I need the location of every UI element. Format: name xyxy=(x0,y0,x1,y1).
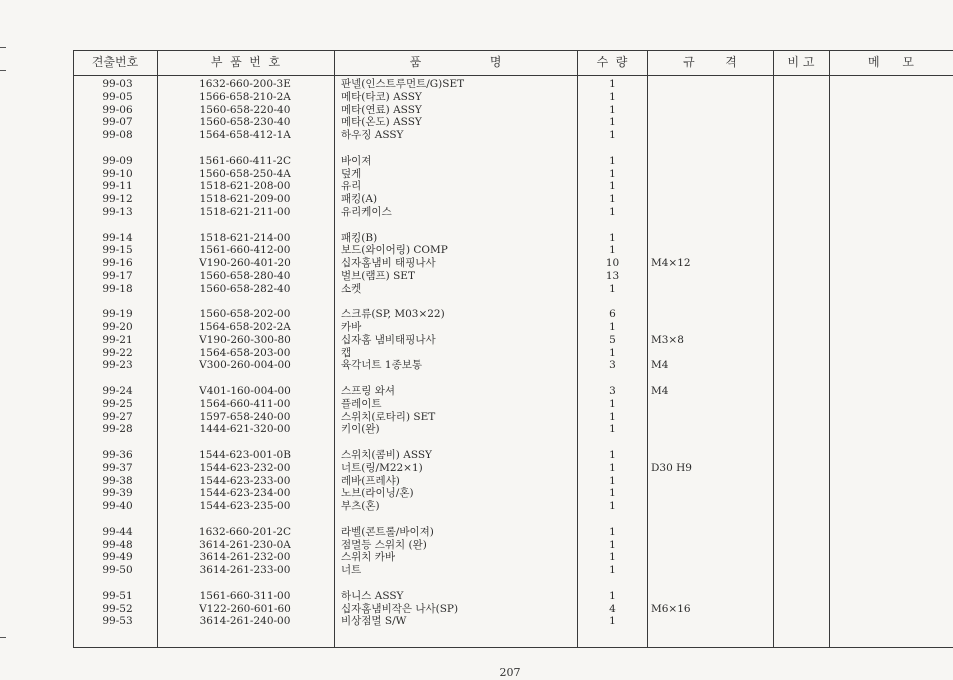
cell-no: 99-23 xyxy=(102,359,133,372)
cell-qty: 1 xyxy=(609,103,616,116)
cell-qty: 1 xyxy=(609,129,616,141)
cell-no: 99-52 xyxy=(102,602,133,615)
cell-part-no: 1560-658-282-40 xyxy=(199,282,291,295)
cell-part-no: 3614-261-230-0A xyxy=(199,538,291,551)
cell-no: 99-24 xyxy=(102,385,133,397)
cell-no: 99-15 xyxy=(102,244,133,257)
cell-spec: M6×16 xyxy=(651,602,691,615)
cell-no: 99-48 xyxy=(102,538,133,551)
table-row xyxy=(0,257,953,270)
cell-qty: 10 xyxy=(605,257,620,269)
cell-qty: 1 xyxy=(609,231,616,244)
cell-qty: 13 xyxy=(605,269,620,282)
cell-qty: 4 xyxy=(609,602,616,615)
cell-no: 99-50 xyxy=(102,564,133,576)
cell-qty: 1 xyxy=(609,90,616,103)
cell-qty: 1 xyxy=(609,423,616,436)
cell-no: 99-13 xyxy=(102,205,133,218)
cell-no: 99-36 xyxy=(102,449,133,461)
cell-qty: 1 xyxy=(609,410,616,423)
cell-no: 99-49 xyxy=(102,551,133,564)
cell-spec: D30 H9 xyxy=(651,461,692,474)
cell-no: 99-51 xyxy=(102,589,133,602)
cell-no: 99-06 xyxy=(102,103,133,116)
table-row xyxy=(0,526,953,539)
cell-name: 노브(라이닝/혼) xyxy=(341,487,414,500)
cell-qty: 1 xyxy=(609,154,616,167)
cell-name: 십자홈냄비작은 나사(SP) xyxy=(341,602,459,615)
header-no: 견출번호 xyxy=(91,55,139,69)
cell-part-no: 1597-658-240-00 xyxy=(199,410,291,423)
cell-no: 99-03 xyxy=(102,78,133,90)
table-row xyxy=(0,590,953,603)
table-row xyxy=(0,603,953,616)
cell-name: 하니스 ASSY xyxy=(341,589,404,602)
cell-name: 십자홈 냄비태핑나사 xyxy=(341,333,436,346)
header-memo: 메 모 xyxy=(867,55,915,69)
header-spec: 규 격 xyxy=(683,55,737,69)
table-row xyxy=(0,232,953,245)
cell-name: 벌브(램프) SET xyxy=(341,269,415,282)
table-row xyxy=(0,91,953,104)
table-row xyxy=(0,283,953,296)
cell-part-no: 1518-621-211-00 xyxy=(199,205,291,218)
cell-no: 99-27 xyxy=(102,410,133,423)
cell-qty: 1 xyxy=(609,321,616,333)
cell-name: 점멸등 스위치 (완) xyxy=(341,538,427,551)
cell-name: 플레이트 xyxy=(341,397,382,410)
cell-name: 스크류(SP, M03×22) xyxy=(341,308,445,321)
cell-name: 비상점멸 S/W xyxy=(341,615,407,628)
table-row xyxy=(0,551,953,564)
header-remark: 비 고 xyxy=(787,55,815,69)
table-row xyxy=(0,168,953,181)
cell-part-no: 1560-658-250-4A xyxy=(199,167,291,180)
table-row xyxy=(0,334,953,347)
cell-no: 99-17 xyxy=(102,269,133,282)
cell-no: 99-07 xyxy=(102,116,133,129)
cell-name: 스위치(콤비) ASSY xyxy=(341,449,432,461)
cell-name: 라벨(콘트롤/바이져) xyxy=(341,525,434,538)
cell-name: 바이져 xyxy=(341,154,372,167)
cell-part-no: 1561-660-412-00 xyxy=(199,244,291,257)
cell-name: 키이(완) xyxy=(341,423,380,436)
cell-name: 판넬(인스트루먼트/G)SET xyxy=(341,78,465,90)
cell-name: 레바(프레샤) xyxy=(341,474,400,487)
table-row xyxy=(0,411,953,424)
cell-name: 육각너트 1종보통 xyxy=(341,359,423,372)
table-row xyxy=(0,475,953,488)
cell-part-no: V122-260-601-60 xyxy=(199,602,291,615)
cell-spec: M4×12 xyxy=(651,257,691,269)
cell-qty: 1 xyxy=(609,78,616,90)
cell-part-no: 1561-660-411-2C xyxy=(198,154,292,167)
cell-qty: 1 xyxy=(609,551,616,564)
cell-name: 유리케이스 xyxy=(341,205,392,218)
table-row xyxy=(0,193,953,206)
cell-name: 십자홈냄비 태핑나사 xyxy=(341,257,436,269)
table-row xyxy=(0,449,953,462)
edge-mark xyxy=(0,47,6,48)
cell-part-no: 1564-658-202-2A xyxy=(199,321,291,333)
cell-no: 99-12 xyxy=(102,193,133,205)
table-row xyxy=(0,116,953,129)
cell-name: 스위치(로타리) SET xyxy=(341,410,436,423)
cell-no: 99-16 xyxy=(102,257,133,269)
table-row xyxy=(0,359,953,372)
cell-qty: 1 xyxy=(609,589,616,602)
table-row xyxy=(0,398,953,411)
cell-no: 99-22 xyxy=(102,346,133,359)
header-qty: 수 량 xyxy=(596,55,628,69)
table-row xyxy=(0,615,953,628)
cell-no: 99-44 xyxy=(102,525,133,538)
cell-name: 소켓 xyxy=(341,282,362,295)
cell-part-no: 1561-660-311-00 xyxy=(199,589,291,602)
edge-mark xyxy=(0,637,6,638)
cell-part-no: 1632-660-201-2C xyxy=(198,525,292,538)
cell-no: 99-21 xyxy=(102,333,133,346)
table-row xyxy=(0,206,953,219)
cell-part-no: 1544-623-233-00 xyxy=(199,474,291,487)
cell-name: 캡 xyxy=(341,346,352,359)
table-row xyxy=(0,462,953,475)
cell-part-no: 3614-261-232-00 xyxy=(199,551,291,564)
cell-part-no: 1566-658-210-2A xyxy=(199,90,291,103)
table-row xyxy=(0,347,953,360)
cell-no: 99-39 xyxy=(102,487,133,500)
cell-part-no: 1560-658-280-40 xyxy=(199,269,291,282)
header-name: 품 명 xyxy=(409,55,502,69)
cell-name: 패킹(A) xyxy=(341,193,378,205)
cell-no: 99-09 xyxy=(102,154,133,167)
cell-name: 스위치 카바 xyxy=(341,551,396,564)
cell-no: 99-05 xyxy=(102,90,133,103)
cell-part-no: 1560-658-220-40 xyxy=(199,103,291,116)
cell-part-no: 1518-621-208-00 xyxy=(199,180,291,193)
cell-no: 99-28 xyxy=(102,423,133,436)
table-row xyxy=(0,539,953,552)
cell-spec: M4 xyxy=(651,359,669,372)
cell-no: 99-14 xyxy=(102,231,133,244)
cell-no: 99-20 xyxy=(102,321,133,333)
page-number: 207 xyxy=(499,666,521,679)
cell-qty: 1 xyxy=(609,193,616,205)
cell-qty: 1 xyxy=(609,205,616,218)
cell-part-no: 3614-261-233-00 xyxy=(199,564,291,576)
cell-name: 메타(타코) ASSY xyxy=(341,90,422,103)
cell-no: 99-38 xyxy=(102,474,133,487)
table-row xyxy=(0,244,953,257)
cell-no: 99-25 xyxy=(102,397,133,410)
cell-qty: 5 xyxy=(609,333,616,346)
cell-qty: 1 xyxy=(609,180,616,193)
cell-qty: 1 xyxy=(609,346,616,359)
cell-name: 스프링 와셔 xyxy=(341,385,396,397)
cell-name: 부츠(혼) xyxy=(341,500,380,512)
cell-name: 메타(온도) ASSY xyxy=(341,116,422,129)
cell-qty: 1 xyxy=(609,500,616,512)
table-row xyxy=(0,500,953,513)
cell-spec: M4 xyxy=(651,385,669,397)
table-row xyxy=(0,321,953,334)
table-row xyxy=(0,129,953,142)
cell-qty: 6 xyxy=(609,308,616,321)
cell-qty: 1 xyxy=(609,474,616,487)
cell-name: 카바 xyxy=(341,321,362,333)
cell-name: 너트(링/M22×1) xyxy=(341,461,423,474)
cell-part-no: V300-260-004-00 xyxy=(199,359,291,372)
cell-part-no: V401-160-004-00 xyxy=(199,385,291,397)
cell-name: 너트 xyxy=(341,564,362,576)
cell-part-no: 3614-261-240-00 xyxy=(199,615,291,628)
cell-qty: 1 xyxy=(609,282,616,295)
cell-no: 99-40 xyxy=(102,500,133,512)
cell-qty: 1 xyxy=(609,116,616,129)
cell-qty: 3 xyxy=(609,359,616,372)
table-row xyxy=(0,104,953,117)
cell-no: 99-11 xyxy=(102,180,133,193)
cell-qty: 1 xyxy=(609,615,616,628)
cell-part-no: 1544-623-235-00 xyxy=(199,500,291,512)
table-bottom-rule xyxy=(73,647,953,648)
table-row xyxy=(0,385,953,398)
table-header-rule xyxy=(73,75,953,76)
cell-qty: 1 xyxy=(609,487,616,500)
cell-part-no: 1564-658-203-00 xyxy=(199,346,291,359)
edge-mark xyxy=(0,70,6,71)
cell-no: 99-10 xyxy=(102,167,133,180)
cell-spec: M3×8 xyxy=(651,333,684,346)
cell-qty: 1 xyxy=(609,538,616,551)
cell-part-no: 1560-658-202-00 xyxy=(199,308,291,321)
cell-name: 메타(연료) ASSY xyxy=(341,103,422,116)
cell-part-no: 1544-623-234-00 xyxy=(199,487,291,500)
cell-no: 99-08 xyxy=(102,129,133,141)
table-row xyxy=(0,78,953,91)
cell-qty: 1 xyxy=(609,397,616,410)
cell-qty: 1 xyxy=(609,525,616,538)
cell-part-no: 1544-623-001-0B xyxy=(199,449,291,461)
cell-no: 99-37 xyxy=(102,461,133,474)
cell-part-no: 1560-658-230-40 xyxy=(199,116,291,129)
cell-part-no: 1564-660-411-00 xyxy=(199,397,291,410)
table-row xyxy=(0,308,953,321)
cell-name: 덮게 xyxy=(341,167,362,180)
cell-part-no: 1564-658-412-1A xyxy=(199,129,291,141)
table-row xyxy=(0,564,953,577)
table-row xyxy=(0,270,953,283)
cell-name: 하우징 ASSY xyxy=(341,129,404,141)
cell-name: 보드(와이어링) COMP xyxy=(341,244,448,257)
cell-qty: 1 xyxy=(609,564,616,576)
table-row xyxy=(0,487,953,500)
cell-no: 99-53 xyxy=(102,615,133,628)
cell-part-no: 1518-621-209-00 xyxy=(199,193,291,205)
cell-part-no: 1444-621-320-00 xyxy=(199,423,291,436)
cell-part-no: V190-260-401-20 xyxy=(199,257,291,269)
table-row xyxy=(0,180,953,193)
cell-name: 유리 xyxy=(341,180,362,193)
cell-qty: 3 xyxy=(609,385,616,397)
cell-qty: 1 xyxy=(609,449,616,461)
cell-qty: 1 xyxy=(609,461,616,474)
table-row xyxy=(0,155,953,168)
cell-qty: 1 xyxy=(609,244,616,257)
cell-name: 패킹(B) xyxy=(341,231,378,244)
cell-no: 99-19 xyxy=(102,308,133,321)
cell-part-no: 1544-623-232-00 xyxy=(199,461,291,474)
header-part-no: 부 품 번 호 xyxy=(210,55,281,69)
cell-part-no: 1518-621-214-00 xyxy=(199,231,291,244)
cell-no: 99-18 xyxy=(102,282,133,295)
table-row xyxy=(0,423,953,436)
cell-part-no: 1632-660-200-3E xyxy=(199,78,291,90)
cell-part-no: V190-260-300-80 xyxy=(199,333,291,346)
cell-qty: 1 xyxy=(609,167,616,180)
